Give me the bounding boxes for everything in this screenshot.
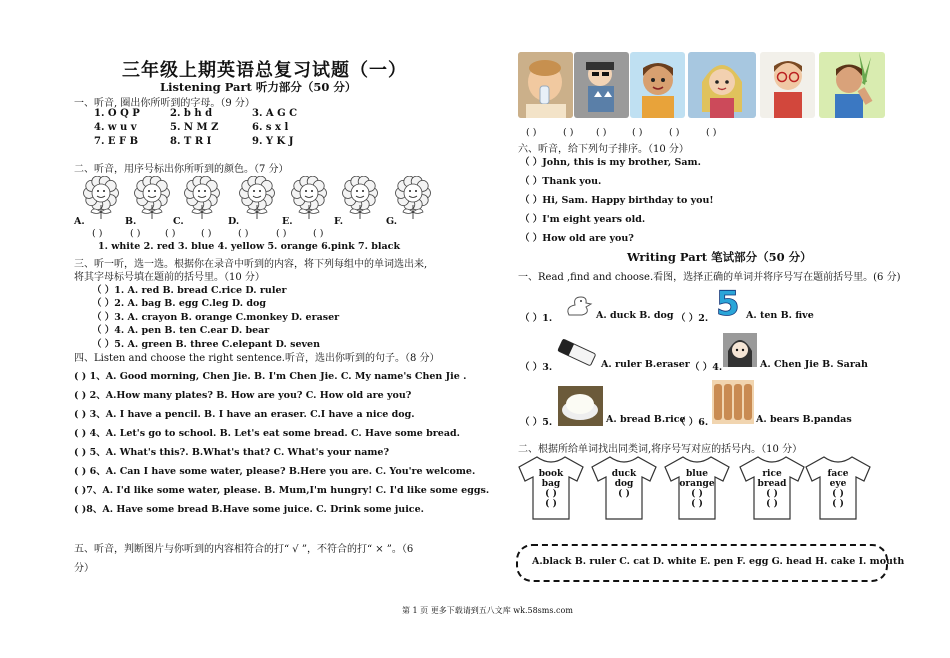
shirt-word: bag [541,479,561,489]
shirt-word: rice [762,469,782,479]
order-item: （ ）Hi, Sam. Happy birthday to you! [520,195,714,206]
answer-blank[interactable]: ( ) [669,127,680,138]
writing1-heading: 一、Read ,find and choose.看图，选择正确的单词并将序号写在题前括号里。(6 分) [518,272,901,283]
choice-item: （ ）5. A. green B. three C.elepant D. seven [92,339,320,350]
page-title: 三年级上期英语总复习试题（一） [122,60,407,81]
letter-item: 9. Y K J [252,136,294,147]
flower-picture [82,176,120,220]
writing2-heading: 二、根据所给单词找出同类词,将序号写对应的括号内。（10 分） [518,444,803,455]
choice-item: （ ）1. A. red B. bread C.rice D. ruler [92,285,287,296]
sentence-item: ( ) 6、A. Can I have some water, please? B.Here you are. C. You're welcome. [74,466,476,477]
choice-item: （ ）3. A. crayon B. orange C.monkey D. eraser [92,312,340,323]
section5-heading: 五、听音，判断图片与你听到的内容相符合的打“ √ ”，不符合的打“ × ”。（6 [74,544,414,555]
flower-label-f: F. [334,216,344,227]
flower-label-b: B. [125,216,137,227]
shirt-face-eye [804,455,872,521]
boy-waving-photo [819,52,885,118]
answer-blank[interactable]: ( ) [276,228,287,239]
word-options: A.black B. ruler C. cat D. white E. pen F. egg G. head H. cake I. mouth [532,556,905,567]
order-item: （ ）How old are you? [520,233,634,244]
choice-item: （ ）2. A. bag B. egg C.leg D. dog [92,298,266,309]
section5-heading-2: 分） [74,563,94,574]
answer-blank[interactable]: ( ) [618,489,630,499]
answer-blank[interactable]: ( ) [832,499,844,509]
flower-label-a: A. [74,216,85,227]
answer-blank[interactable]: ( ) [832,489,844,499]
sentence-item: ( ) 4、A. Let's go to school. B. Let's eat some bread. C. Have some bread. [74,428,460,439]
answer-blank[interactable]: ( ) [165,228,176,239]
bears-picture [712,380,754,424]
choice-number: （ ）6. [676,417,709,428]
letter-item: 1. O Q P [94,108,140,119]
answer-blank[interactable]: ( ) [92,228,103,239]
flower-label-e: E. [282,216,293,227]
shirt-word: orange [679,479,715,489]
flower-label-c: C. [173,216,184,227]
shirt-word: face [827,469,849,479]
sentence-item: ( ) 3、A. I have a pencil. B. I have an eraser. C.I have a nice dog. [74,409,415,420]
answer-blank[interactable]: ( ) [238,228,249,239]
shirt-duck-dog [590,455,658,521]
duck-picture [563,295,593,323]
shirt-book-bag [517,455,585,521]
girl-portrait-photo [688,52,756,118]
sentence-item: ( )7、A. I'd like some water, please. B. Mum,I'm hungry! C. I'd like some eggs. [74,485,490,496]
page-footer: 第 1 页 更多下载请到五八文库 wk.58sms.com [402,606,573,615]
answer-blank[interactable]: ( ) [766,489,778,499]
shirt-rice-bread [738,455,806,521]
flower-label-d: D. [228,216,240,227]
boy-glasses-photo [760,52,815,118]
section6-heading: 六、听音，给下列句子排序。（10 分） [518,144,689,155]
section1-heading: 一、听音, 圈出你所听到的字母。（9 分） [74,98,255,109]
answer-blank[interactable]: ( ) [596,127,607,138]
flower-label-g: G. [386,216,398,227]
letter-item: 4. w u v [94,122,137,133]
flower-picture [183,176,221,220]
boy-drawing-photo [574,52,629,118]
order-item: （ ）John, this is my brother, Sam. [520,157,701,168]
rice-picture [558,386,603,426]
letter-item: 5. N M Z [170,122,219,133]
letter-item: 3. A G C [252,108,298,119]
color-list: 1. white 2. red 3. blue 4. yellow 5. orange 6.pink 7. black [98,241,401,252]
answer-blank[interactable]: ( ) [545,489,557,499]
answer-blank[interactable]: ( ) [313,228,324,239]
writing-header: Writing Part 笔试部分（50 分） [627,250,812,264]
shirt-blue-orange [663,455,731,521]
answer-blank[interactable]: ( ) [691,499,703,509]
choice-options: A. Chen Jie B. Sarah [760,359,868,370]
eraser-picture [556,336,598,372]
section2-heading: 二、听音，用序号标出你所听到的颜色。（7 分） [74,164,289,175]
shirt-word: duck [611,469,637,479]
number-five-picture [714,285,744,323]
answer-blank[interactable]: ( ) [691,489,703,499]
answer-blank[interactable]: ( ) [130,228,141,239]
shirt-word: eye [829,479,847,489]
flower-picture [238,176,276,220]
letter-item: 6. s x l [252,122,289,133]
answer-blank[interactable]: ( ) [545,499,557,509]
flower-picture [290,176,328,220]
listening-header: Listening Part 听力部分（50 分） [160,80,357,94]
flower-picture [394,176,432,220]
letter-item: 8. T R I [170,136,212,147]
choice-options: A. bread B.rice [606,414,686,425]
answer-blank[interactable]: ( ) [766,499,778,509]
choice-number: （ ）2. [676,313,709,324]
choice-options: A. bears B.pandas [756,414,852,425]
choice-number: （ ）1. [520,313,553,324]
section3-heading: 三、听一听，选一选。根据你在录音中听到的内容，将下列每组中的单词选出来, [74,259,428,270]
baby-drinking-photo [518,52,573,118]
choice-number: （ ）4. [690,362,723,373]
order-item: （ ）Thank you. [520,176,602,187]
flower-picture [133,176,171,220]
choice-number: （ ）5. [520,417,553,428]
section4-heading: 四、Listen and choose the right sentence.听音，选出你听到的句子。（8 分） [74,353,440,364]
choice-options: A. ten B. five [746,310,814,321]
answer-blank[interactable]: ( ) [201,228,212,239]
answer-blank[interactable]: ( ) [563,127,574,138]
sentence-item: ( ) 1、A. Good morning, Chen Jie. B. I'm Chen Jie. C. My name's Chen Jie . [74,371,467,382]
order-item: （ ）I'm eight years old. [520,214,646,225]
sentence-item: ( )8、A. Have some bread B.Have some juice. C. Drink some juice. [74,504,424,515]
boy-portrait-photo [630,52,685,118]
letter-item: 7. E F B [94,136,139,147]
choice-number: （ ）3. [520,362,553,373]
choice-options: A. ruler B.eraser [601,359,690,370]
flower-picture [341,176,379,220]
shirt-word: bread [757,479,787,489]
svg-text:5: 5 [716,285,740,319]
section3-heading-2: 将其字母标号填在题前的括号里。（10 分） [74,272,265,283]
answer-blank[interactable]: ( ) [632,127,643,138]
answer-blank[interactable]: ( ) [706,127,717,138]
shirt-word: dog [614,479,634,489]
choice-item: （ ）4. A. pen B. ten C.ear D. bear [92,325,270,336]
shirt-word: book [538,469,564,479]
choice-options: A. duck B. dog [596,310,674,321]
shirt-word: blue [686,469,708,479]
letter-item: 2. b h d [170,108,213,119]
sentence-item: ( ) 5、A. What's this?. B.What's that? C. What's your name? [74,447,390,458]
answer-blank[interactable]: ( ) [526,127,537,138]
girl-picture [723,333,757,367]
sentence-item: ( ) 2、A.How many plates? B. How are you? C. How old are you? [74,390,412,401]
